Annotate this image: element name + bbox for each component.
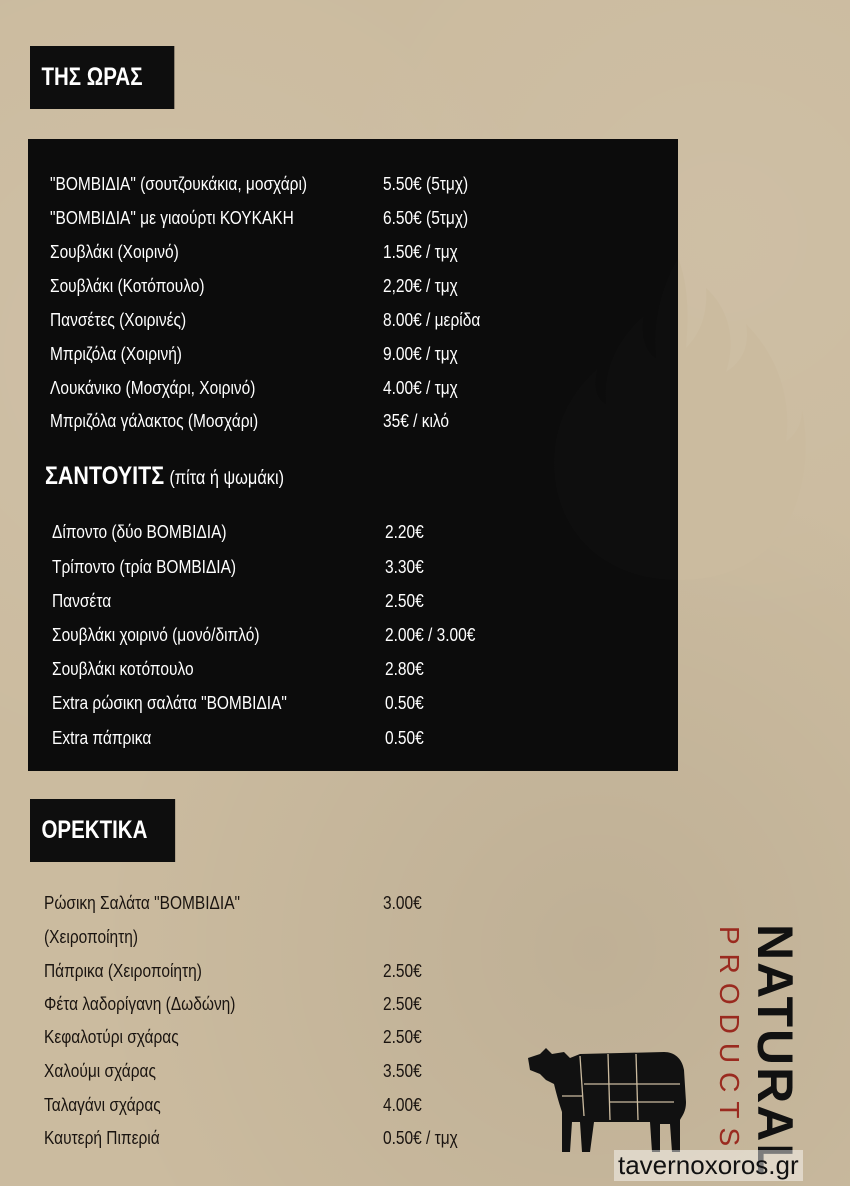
item-name: Κεφαλοτύρι σχάρας <box>44 1026 179 1047</box>
item-price: 2.00€ / 3.00€ <box>385 624 476 645</box>
item-name: Extra πάπρικα <box>52 727 152 748</box>
item-name: Λουκάνικο (Μοσχάρι, Χοιρινό) <box>50 377 256 398</box>
sandwich-subtitle: (πίτα ή ψωμάκι) <box>169 468 285 489</box>
item-price: 0.50€ / τμχ <box>383 1127 458 1148</box>
item-name: Χαλούμι σχάρας <box>44 1060 156 1081</box>
item-name: Φέτα λαδορίγανη (Δωδώνη) <box>44 993 236 1014</box>
item-price: 9.00€ / τμχ <box>383 343 458 364</box>
item-price: 4.00€ <box>383 1094 422 1115</box>
item-price: 2.50€ <box>383 993 422 1014</box>
products-brand-text: PRODUCTS <box>714 926 745 1156</box>
item-price: 2.50€ <box>383 1026 422 1047</box>
cow-icon <box>524 1040 694 1158</box>
flame-icon <box>540 228 810 588</box>
item-price: 1.50€ / τμχ <box>383 241 458 262</box>
item-name: Τρίποντο (τρία ΒΟΜΒΙΔΙΑ) <box>52 556 237 577</box>
item-price: 2.50€ <box>385 590 424 611</box>
site-watermark: tavernoxoros.gr <box>614 1150 803 1181</box>
item-price: 6.50€ (5τμχ) <box>383 207 469 228</box>
item-price: 2.80€ <box>385 658 424 679</box>
sandwich-heading <box>45 462 284 491</box>
section-label-orektika <box>30 799 175 862</box>
item-name: "ΒΟΜΒΙΔΙΑ" (σουτζουκάκια, μοσχάρι) <box>50 173 308 194</box>
item-name: Πανσέτες (Χοιρινές) <box>50 309 187 330</box>
item-name: Σουβλάκι κοτόπουλο <box>52 658 194 679</box>
item-name: Ταλαγάνι σχάρας <box>44 1094 161 1115</box>
item-price: 2,20€ / τμχ <box>383 275 458 296</box>
item-price: 2.50€ <box>383 960 422 981</box>
item-price: 35€ / κιλό <box>383 410 450 431</box>
sandwich-title: ΣΑΝΤΟΥΙΤΣ <box>45 462 165 490</box>
item-price: 3.00€ <box>383 892 422 913</box>
item-price: 0.50€ <box>385 692 424 713</box>
section-title: ΟΡΕΚΤΙΚΑ <box>41 816 148 844</box>
item-name: Μπριζόλα (Χοιρινή) <box>50 343 182 364</box>
item-name: Σουβλάκι (Κοτόπουλο) <box>50 275 205 296</box>
natural-brand-text: NATURAL <box>747 924 803 1176</box>
item-name: Μπριζόλα γάλακτος (Μοσχάρι) <box>50 410 259 431</box>
item-name: Ρώσικη Σαλάτα "ΒΟΜΒΙΔΙΑ" <box>44 892 241 913</box>
item-name: Σουβλάκι (Χοιρινό) <box>50 241 179 262</box>
item-price: 3.30€ <box>385 556 424 577</box>
item-name: (Χειροποίητη) <box>44 926 139 947</box>
section-title: ΤΗΣ ΩΡΑΣ <box>41 63 143 91</box>
item-price: 4.00€ / τμχ <box>383 377 458 398</box>
item-name: Πανσέτα <box>52 590 112 611</box>
item-name: Καυτερή Πιπεριά <box>44 1127 160 1148</box>
item-name: "ΒΟΜΒΙΔΙΑ" με γιαούρτι ΚΟΥΚΑΚΗ <box>50 207 294 228</box>
section-label-tis-oras <box>30 46 174 109</box>
item-price: 3.50€ <box>383 1060 422 1081</box>
item-price: 5.50€ (5τμχ) <box>383 173 469 194</box>
item-name: Σουβλάκι χοιρινό (μονό/διπλό) <box>52 624 260 645</box>
item-price: 8.00€ / μερίδα <box>383 309 481 330</box>
item-price: 2.20€ <box>385 521 424 542</box>
item-name: Δίποντο (δύο ΒΟΜΒΙΔΙΑ) <box>52 521 227 542</box>
item-price: 0.50€ <box>385 727 424 748</box>
item-name: Πάπρικα (Χειροποίητη) <box>44 960 202 981</box>
item-name: Extra ρώσικη σαλάτα "ΒΟΜΒΙΔΙΑ" <box>52 692 287 713</box>
